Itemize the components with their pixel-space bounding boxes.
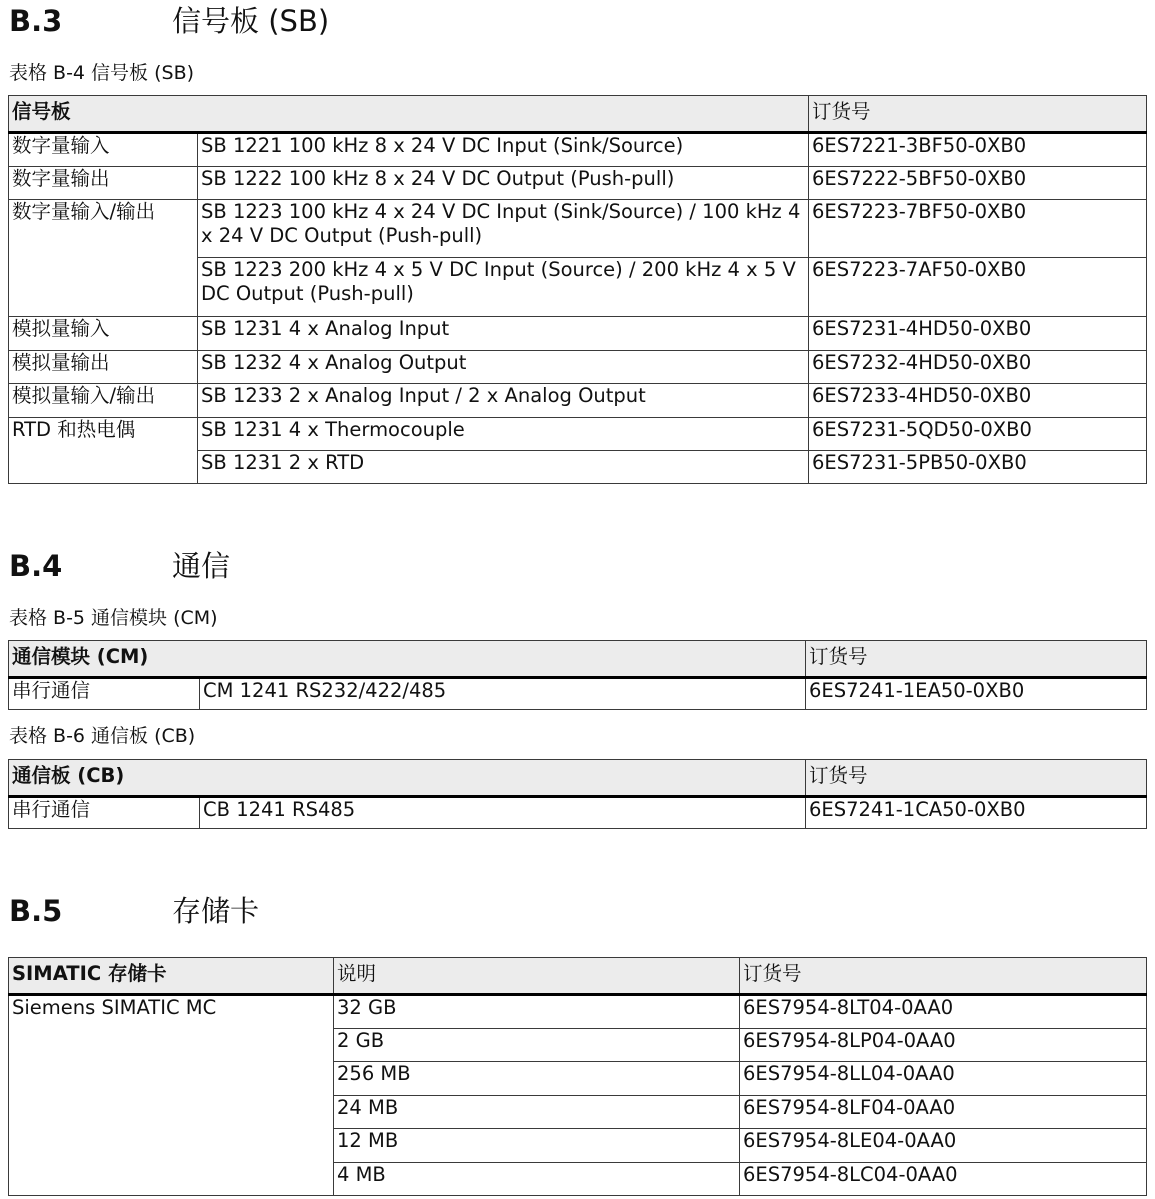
communication-module-table [8,640,1147,710]
order-number-cell: 6ES7231-5PB50-0XB0 [809,451,1147,484]
table-row [9,351,1147,384]
order-number-cell: 6ES7954-8LL04-0AA0 [740,1062,1147,1096]
table-row [9,797,1147,829]
header-cell: 订货号 [809,96,1147,133]
table-row [9,200,1147,258]
category-cell: RTD 和热电偶 [9,418,198,484]
category-cell: 模拟量输入 [9,317,198,351]
memory-card-table [8,957,1147,1196]
header-cell: 订货号 [740,958,1147,995]
category-cell: 模拟量输出 [9,351,198,384]
description-cell: 4 MB [334,1163,740,1196]
order-number-cell: 6ES7954-8LT04-0AA0 [740,995,1147,1029]
category-cell: 数字量输入/输出 [9,200,198,317]
table-caption: 表格 B-4 信号板 (SB) [9,62,195,84]
section-number: B.4 [9,549,63,583]
order-number-cell: 6ES7223-7AF50-0XB0 [809,258,1147,317]
table-header-row [9,958,1147,995]
description-cell: SB 1223 200 kHz 4 x 5 V DC Input (Source) / 200 kHz 4 x 5 V DC Output (Push-pull) [198,258,809,317]
order-number-cell: 6ES7954-8LE04-0AA0 [740,1129,1147,1163]
header-cell: 说明 [334,958,740,995]
description-cell: SB 1231 4 x Analog Input [198,317,809,351]
category-cell: 数字量输入 [9,133,198,167]
order-number-cell: 6ES7231-4HD50-0XB0 [809,317,1147,351]
order-number-cell: 6ES7241-1EA50-0XB0 [806,678,1147,710]
order-number-cell: 6ES7223-7BF50-0XB0 [809,200,1147,258]
section-title: 存储卡 [172,894,260,928]
section-title: 信号板 (SB) [172,4,330,38]
category-cell: 模拟量输入/输出 [9,384,198,418]
table-header-row [9,96,1147,133]
description-cell: SB 1223 100 kHz 4 x 24 V DC Input (Sink/Source) / 100 kHz 4 x 24 V DC Output (Push-pull) [198,200,809,258]
table-row [9,678,1147,710]
category-cell: 串行通信 [9,678,200,710]
description-cell: SB 1231 2 x RTD [198,451,809,484]
signal-board-table [8,95,1147,484]
order-number-cell: 6ES7233-4HD50-0XB0 [809,384,1147,418]
header-cell: 信号板 [9,96,809,133]
table-row [9,167,1147,200]
product-cell: Siemens SIMATIC MC [9,995,334,1196]
table-row [9,133,1147,167]
header-cell: 订货号 [806,760,1147,797]
category-cell: 数字量输出 [9,167,198,200]
header-cell: 通信模块 (CM) [9,641,806,678]
header-cell: 订货号 [806,641,1147,678]
table-row [9,317,1147,351]
description-cell: CB 1241 RS485 [200,797,806,829]
category-cell: 串行通信 [9,797,200,829]
order-number-cell: 6ES7232-4HD50-0XB0 [809,351,1147,384]
order-number-cell: 6ES7954-8LC04-0AA0 [740,1163,1147,1196]
order-number-cell: 6ES7222-5BF50-0XB0 [809,167,1147,200]
order-number-cell: 6ES7241-1CA50-0XB0 [806,797,1147,829]
table-caption: 表格 B-5 通信模块 (CM) [9,607,218,629]
order-number-cell: 6ES7231-5QD50-0XB0 [809,418,1147,451]
table-row [9,418,1147,451]
section-title: 通信 [172,549,231,583]
order-number-cell: 6ES7221-3BF50-0XB0 [809,133,1147,167]
order-number-cell: 6ES7954-8LP04-0AA0 [740,1029,1147,1062]
description-cell: SB 1222 100 kHz 8 x 24 V DC Output (Push-pull) [198,167,809,200]
description-cell: SB 1233 2 x Analog Input / 2 x Analog Output [198,384,809,418]
table-caption: 表格 B-6 通信板 (CB) [9,725,196,747]
description-cell: 2 GB [334,1029,740,1062]
description-cell: SB 1231 4 x Thermocouple [198,418,809,451]
description-cell: CM 1241 RS232/422/485 [200,678,806,710]
communication-board-table [8,759,1147,829]
description-cell: SB 1221 100 kHz 8 x 24 V DC Input (Sink/Source) [198,133,809,167]
header-cell: SIMATIC 存储卡 [9,958,334,995]
section-number: B.5 [9,894,63,928]
order-number-cell: 6ES7954-8LF04-0AA0 [740,1096,1147,1129]
description-cell: 24 MB [334,1096,740,1129]
header-cell: 通信板 (CB) [9,760,806,797]
table-row [9,384,1147,418]
description-cell: 256 MB [334,1062,740,1096]
section-number: B.3 [9,4,63,38]
table-header-row [9,641,1147,678]
table-header-row [9,760,1147,797]
description-cell: 12 MB [334,1129,740,1163]
description-cell: 32 GB [334,995,740,1029]
table-row [9,995,1147,1029]
description-cell: SB 1232 4 x Analog Output [198,351,809,384]
